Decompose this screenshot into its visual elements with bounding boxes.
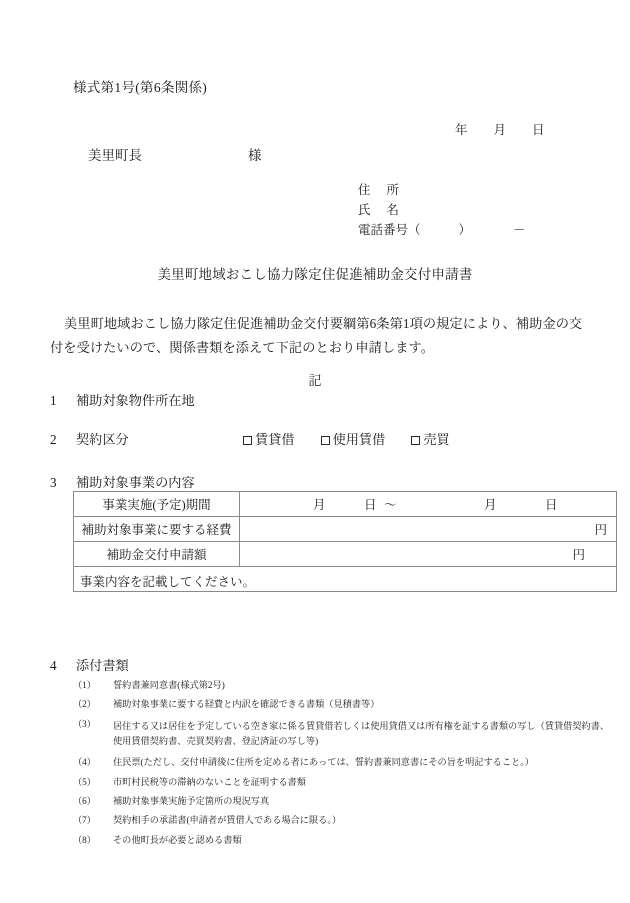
phone-dash: － [513, 223, 526, 237]
ki-marker: 記 [308, 373, 322, 388]
row-value-period[interactable] [240, 492, 617, 517]
checkbox-icon[interactable] [243, 436, 252, 445]
attachment-marker: （1） [73, 680, 96, 690]
attachment-marker: （7） [73, 815, 96, 826]
attachment-text: 住民票(ただし、交付申請後に住所を定める者にあっては、誓約書兼同意書にその旨を明記すること。） [113, 757, 534, 768]
list-item [73, 815, 618, 826]
period-fields [240, 492, 616, 516]
checkbox-icon[interactable] [411, 436, 420, 445]
contract-option-usage-lease-label: 使用賃借 [332, 432, 386, 447]
row-label-expenses: 補助対象事業に要する経費 [74, 517, 240, 542]
period-day-end: 日 [545, 498, 558, 512]
section-4-number: 4 [50, 658, 57, 673]
row-label-subsidy-amount: 補助金交付申請額 [74, 542, 240, 567]
attachment-text: その他町長が必要と認める書類 [113, 834, 242, 845]
applicant-block [358, 180, 526, 240]
attachment-text: 契約相手の承諾書(申請者が賃借人である場合に限る。） [113, 815, 342, 826]
contract-option-usage-lease[interactable] [321, 429, 386, 448]
attachment-marker: （3） [73, 718, 96, 729]
table-row [74, 492, 617, 517]
list-item [73, 835, 618, 846]
period-month-end: 月 [484, 498, 497, 512]
list-item [73, 757, 618, 768]
applicant-phone-label: 電話番号 [358, 223, 409, 237]
phone-paren-close: ） [458, 223, 472, 237]
applicant-address-row [358, 180, 526, 200]
form-code: 様式第1号(第6条関係) [73, 80, 208, 95]
attachment-marker: （2） [73, 699, 96, 710]
list-item [73, 796, 618, 807]
document-title: 美里町地域おこし協力隊定住促進補助金交付申請書 [157, 267, 473, 282]
date-line [455, 120, 545, 138]
contract-type-options [243, 429, 450, 448]
attachment-marker: （4） [73, 757, 96, 768]
subsidy-yen-unit: 円 [572, 548, 585, 562]
contract-option-purchase[interactable] [411, 429, 449, 448]
date-year-label: 年 [455, 123, 468, 137]
list-item [73, 719, 618, 749]
expenses-yen-unit: 円 [594, 523, 607, 537]
attachment-marker: （8） [73, 834, 96, 845]
section-1-label: 補助対象物件所在地 [76, 393, 195, 408]
contract-option-lease-label: 賃貸借 [255, 432, 295, 447]
table-row [74, 567, 617, 592]
date-day-label: 日 [532, 123, 545, 137]
project-description-prompt: 事業内容を記載してください。 [80, 575, 256, 589]
section-2-label: 契約区分 [76, 432, 129, 447]
applicant-phone-row [358, 220, 526, 240]
addressee-name: 美里町長 [88, 148, 142, 163]
contract-option-lease[interactable] [243, 429, 295, 448]
section-2 [50, 429, 129, 448]
row-value-subsidy-amount[interactable] [240, 542, 617, 567]
attachment-text: 居住する又は居住を予定している空き家に係る賃貸借若しくは使用貸借又は所有権を証する書類の写し（賃貸借契約書、使用賃借契約書、売買契約書、登記済証の写し等) [113, 720, 610, 746]
list-item [73, 699, 618, 710]
row-value-expenses[interactable] [240, 517, 617, 542]
addressee-honorific: 様 [248, 148, 262, 163]
date-month-label: 月 [493, 123, 507, 137]
project-description-cell[interactable] [74, 567, 617, 592]
section-1 [50, 390, 195, 409]
section-4 [50, 655, 129, 674]
applicant-name-label: 氏 名 [358, 203, 400, 217]
attachment-marker: （5） [73, 776, 96, 787]
section-3-label: 補助対象事業の内容 [76, 475, 195, 490]
period-day-start: 日 [364, 498, 377, 512]
applicant-name-row [358, 200, 526, 220]
project-details-table [73, 491, 617, 592]
applicant-address-label: 住 所 [358, 183, 400, 197]
list-item [73, 777, 618, 788]
attachment-text: 補助対象事業に要する経費と内訳を確認できる書類（見積書等） [113, 699, 380, 710]
section-3 [50, 472, 195, 491]
contract-option-purchase-label: 売買 [423, 432, 450, 447]
checkbox-icon[interactable] [321, 436, 330, 445]
period-month-start: 月 [313, 498, 326, 512]
attachment-text: 補助対象事業実施予定箇所の現況写真 [113, 795, 270, 806]
body-paragraph: 美里町地域おこし協力隊定住促進補助金交付要綱第6条第1項の規定により、補助金の交付を受けたいので、関係書類を添えて下記のとおり申請します。 [50, 316, 583, 355]
attachment-text: 市町村民税等の滞納のないことを証明する書類 [113, 776, 306, 787]
period-range-tilde: ～ [384, 498, 397, 512]
section-4-label: 添付書類 [76, 658, 129, 673]
section-1-number: 1 [50, 393, 57, 408]
section-2-number: 2 [50, 432, 57, 447]
table-row [74, 517, 617, 542]
attachment-text: 誓約書兼同意書(様式第2号) [113, 680, 225, 690]
list-item [73, 680, 618, 691]
phone-paren-open: （ [408, 223, 421, 237]
attachments-list [73, 680, 618, 854]
row-label-period: 事業実施(予定)期間 [74, 492, 240, 517]
section-3-number: 3 [50, 475, 57, 490]
attachment-marker: （6） [73, 795, 96, 806]
table-row [74, 542, 617, 567]
